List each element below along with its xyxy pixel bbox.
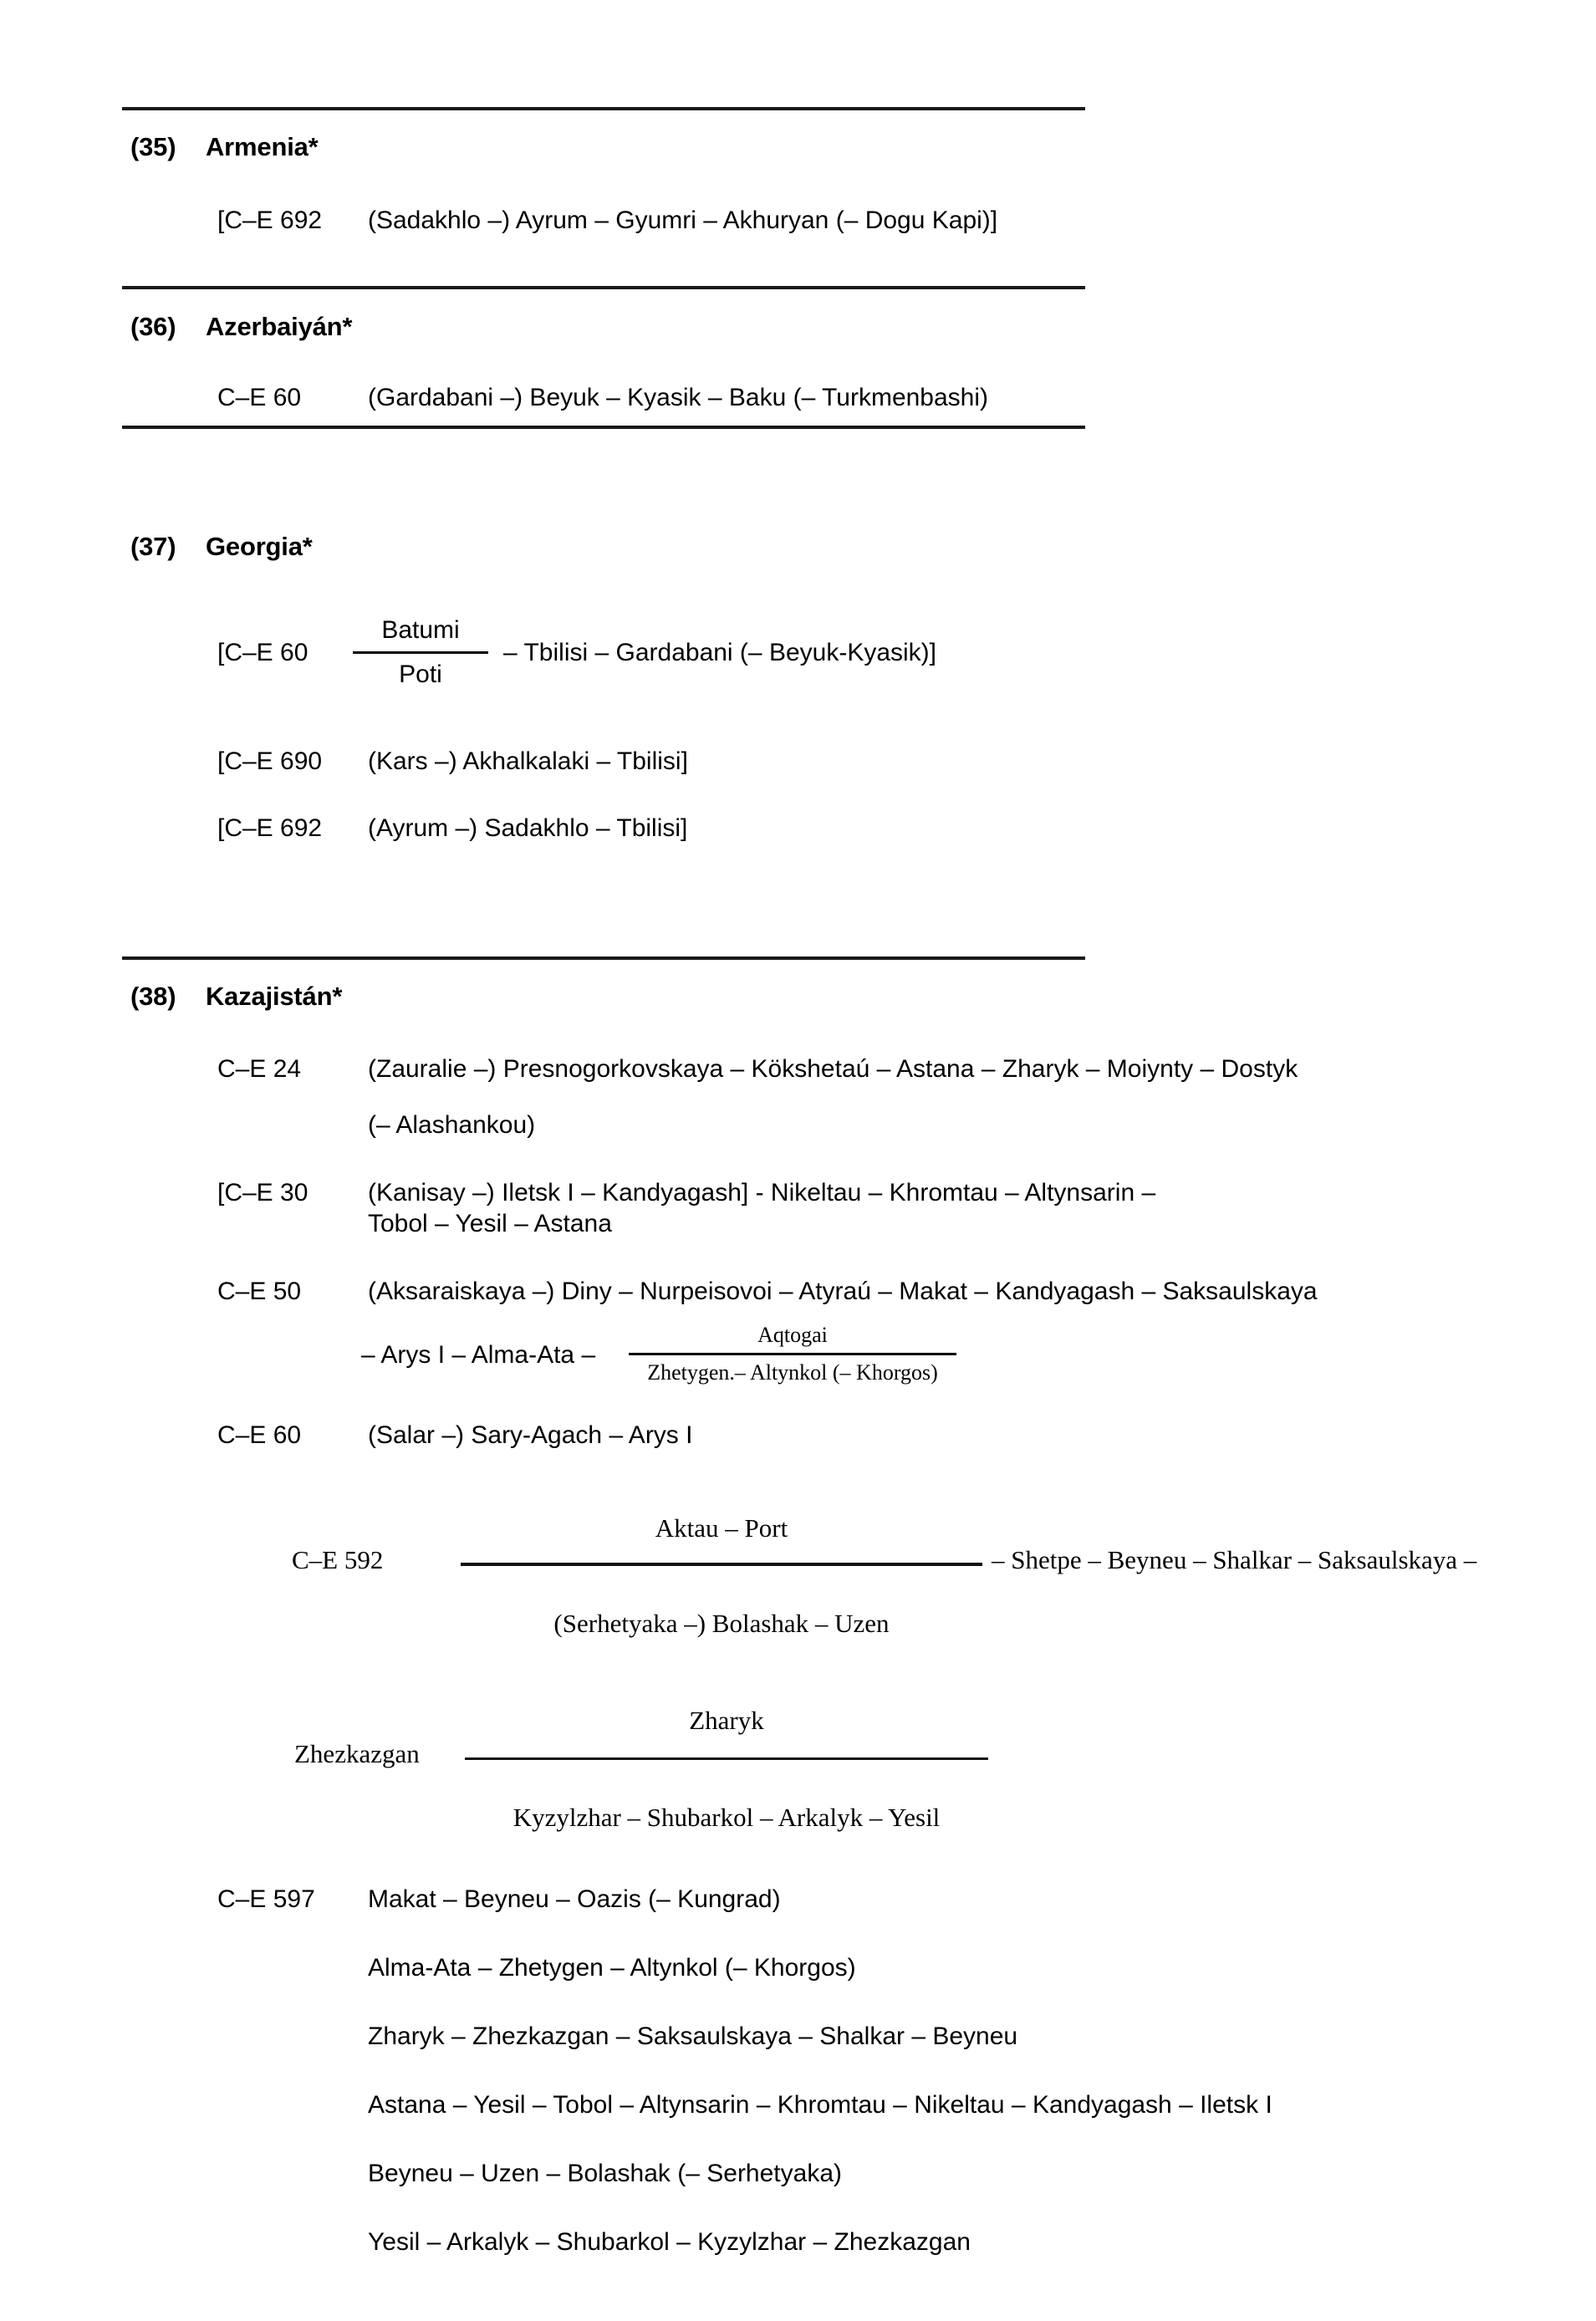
section-name: Kazajistán*	[206, 982, 343, 1011]
route-branch-bottom: Kyzylzhar – Shubarkol – Arkalyk – Yesil	[512, 1803, 941, 1832]
route-text: (Gardabani –) Beyuk – Kyasik – Baku (– Turkmenbashi)	[368, 384, 989, 411]
route-label: C–E 592	[292, 1545, 384, 1574]
route-branch-bottom: Zhetygen.– Altynkol (– Khorgos)	[647, 1360, 938, 1385]
route-text: Beyneu – Uzen – Bolashak (– Serhetyaka)	[368, 2160, 842, 2187]
route-text: (Sadakhlo –) Ayrum – Gyumri – Akhuryan (– Dogu Kapi)]	[368, 207, 998, 234]
route-label: C–E 60	[217, 384, 302, 411]
route-text: (Salar –) Sary-Agach – Arys I	[368, 1421, 693, 1449]
route-branch-top: Aqtogai	[757, 1323, 828, 1347]
route-text: (Kars –) Akhalkalaki – Tbilisi]	[368, 747, 688, 775]
route-label: [C–E 690	[217, 747, 323, 775]
section-name: Georgia*	[206, 532, 313, 561]
section-divider	[122, 956, 1085, 960]
section-name: Azerbaiyán*	[206, 312, 353, 341]
route-text: – Tbilisi – Gardabani (– Beyuk-Kyasik)]	[503, 639, 936, 666]
route-label: Zhezkazgan	[294, 1739, 420, 1768]
section-heading-kazakhstan	[130, 982, 342, 1012]
route-label: [C–E 692	[217, 207, 323, 234]
branch-divider-line	[465, 1757, 988, 1760]
route-text: (– Alashankou)	[368, 1111, 536, 1139]
branch-divider-line	[353, 651, 488, 654]
section-divider	[122, 426, 1085, 429]
route-label: [C–E 692	[217, 814, 323, 842]
section-name: Armenia*	[206, 132, 319, 161]
route-label: C–E 50	[217, 1278, 302, 1305]
route-text: Tobol – Yesil – Astana	[368, 1210, 612, 1237]
route-text: (Kanisay –) Iletsk I – Kandyagash] - Nikeltau – Khromtau – Altynsarin –	[368, 1179, 1156, 1206]
section-heading-georgia	[130, 532, 313, 562]
route-branch	[353, 616, 488, 689]
route-text: – Arys I – Alma-Ata –	[361, 1341, 596, 1369]
route-text: (Zauralie –) Presnogorkovskaya – Kökshetaú – Astana – Zharyk – Moiynty – Dostyk	[368, 1055, 1298, 1083]
section-number: (36)	[130, 312, 176, 341]
section-number: (37)	[130, 532, 176, 561]
route-branch-bottom: Poti	[399, 661, 442, 688]
branch-divider-line	[629, 1353, 956, 1355]
route-branch	[629, 1323, 956, 1385]
section-number: (38)	[130, 982, 176, 1011]
branch-divider-line	[461, 1563, 982, 1566]
section-heading-azerbaijan	[130, 312, 352, 342]
route-text: (Ayrum –) Sadakhlo – Tbilisi]	[368, 814, 688, 842]
route-branch-top: Batumi	[381, 616, 460, 644]
route-label: [C–E 60	[217, 639, 308, 666]
route-text: Alma-Ata – Zhetygen – Altynkol (– Khorgos)	[368, 1954, 856, 1982]
route-label: C–E 60	[217, 1421, 302, 1449]
route-text: – Shetpe – Beyneu – Shalkar – Saksaulskaya –	[992, 1545, 1477, 1574]
route-text: Astana – Yesil – Tobol – Altynsarin – Khromtau – Nikeltau – Kandyagash – Iletsk I	[368, 2091, 1272, 2119]
route-label: [C–E 30	[217, 1179, 308, 1206]
section-number: (35)	[130, 132, 176, 161]
section-divider	[122, 107, 1085, 110]
route-text: (Aksaraiskaya –) Diny – Nurpeisovoi – Atyraú – Makat – Kandyagash – Saksaulskaya	[368, 1278, 1318, 1305]
route-label: C–E 597	[217, 1885, 315, 1913]
route-text: Yesil – Arkalyk – Shubarkol – Kyzylzhar – Zhezkazgan	[368, 2228, 971, 2256]
route-branch-top: Zharyk	[689, 1706, 764, 1735]
route-text: Makat – Beyneu – Oazis (– Kungrad)	[368, 1885, 781, 1913]
route-branch-bottom: (Serhetyaka –) Bolashak – Uzen	[553, 1609, 890, 1638]
route-label: C–E 24	[217, 1055, 302, 1083]
route-branch-top: Aktau – Port	[655, 1513, 788, 1543]
section-heading-armenia	[130, 132, 319, 162]
section-divider	[122, 286, 1085, 289]
route-text: Zharyk – Zhezkazgan – Saksaulskaya – Shalkar – Beyneu	[368, 2023, 1018, 2050]
